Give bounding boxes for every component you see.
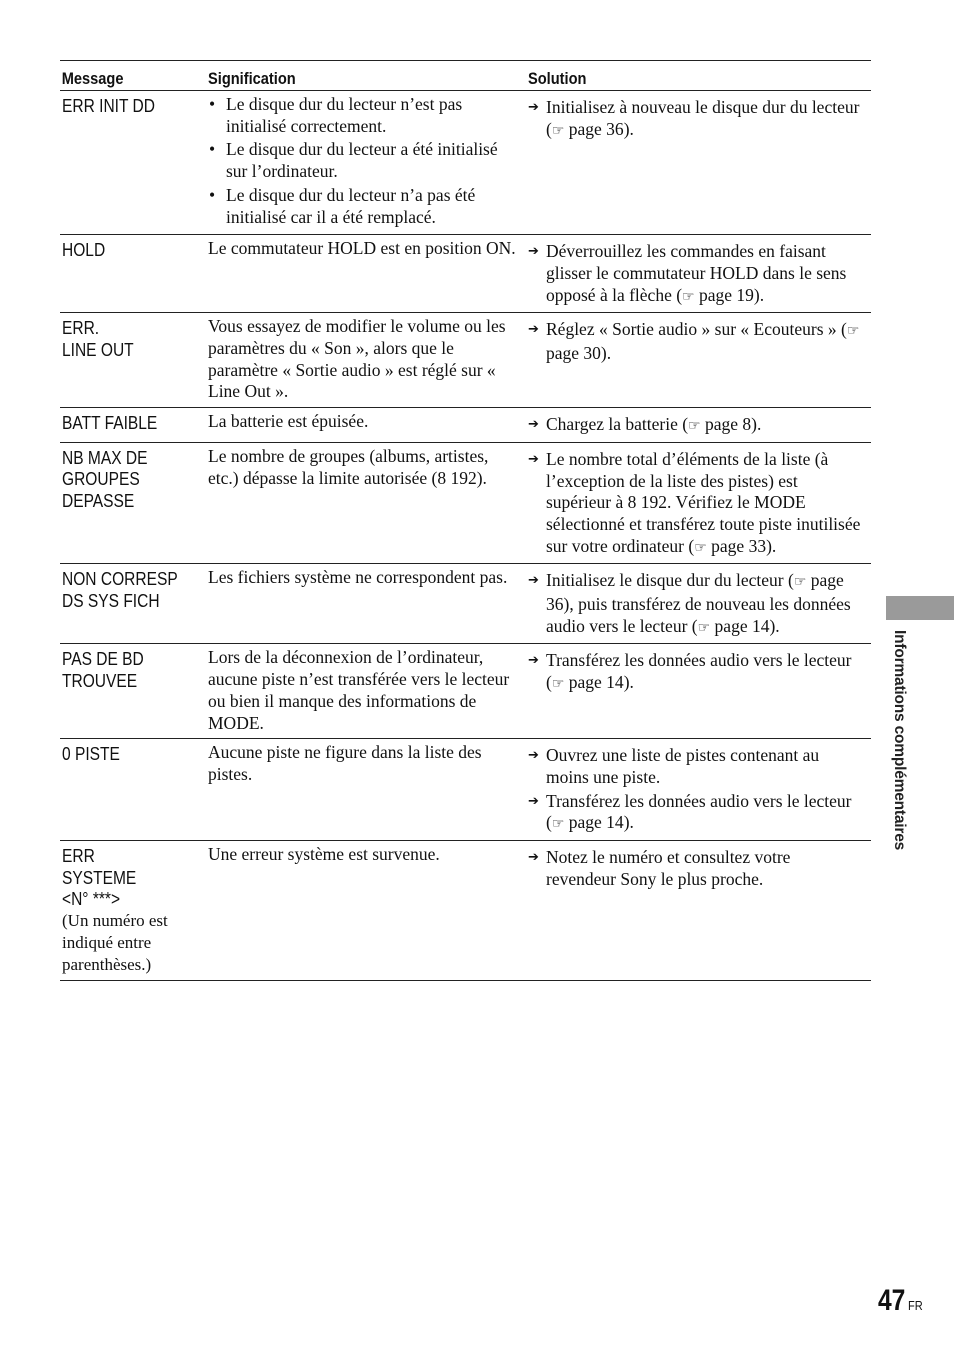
- page-reference: page 19: [698, 284, 754, 305]
- arrow-icon: ➔: [528, 322, 539, 338]
- section-tab-marker: [886, 596, 954, 620]
- error-messages-table: [60, 60, 871, 981]
- table-row: [60, 564, 871, 644]
- solution-text: Transférez les données audio vers le lecteur (: [546, 790, 852, 833]
- page-reference-icon: ☞: [551, 816, 565, 833]
- solution-text: ).: [766, 535, 777, 556]
- solution-text: ).: [753, 284, 765, 305]
- solution-cell: [528, 567, 871, 639]
- table-header: [60, 61, 871, 91]
- solution-text: Le nombre total d’éléments de la liste (à l’exception de la liste des pistes) est supérieur à 8 192. Vérifiez le MODE sélectionné et transférez toute piste inutilisée sur votre ordinateur (: [546, 448, 861, 556]
- solution-item: [528, 570, 863, 639]
- solution-cell: [528, 94, 871, 230]
- message-cell: [60, 238, 208, 308]
- solution-item: [528, 449, 863, 560]
- message-cell: [60, 94, 208, 230]
- page-reference: page 36: [568, 118, 624, 139]
- meaning-cell: [208, 94, 528, 230]
- page-reference: page 14: [714, 615, 770, 636]
- meaning-text: Le nombre de groupes (albums, artistes, etc.) dépasse la limite autorisée (8 192).: [208, 445, 489, 488]
- meaning-cell: [208, 742, 528, 836]
- page-reference: page 8: [704, 414, 752, 435]
- table-row: [60, 739, 871, 841]
- solution-text: ).: [751, 414, 762, 435]
- arrow-icon: ➔: [528, 850, 539, 866]
- arrow-icon: ➔: [528, 244, 539, 260]
- message-cell: [60, 742, 208, 836]
- meaning-text: Aucune piste ne figure dans la liste des pistes.: [208, 742, 482, 784]
- solution-text: Ouvrez une liste de pistes contenant au moins une piste.: [546, 745, 820, 787]
- page-reference: page 14: [568, 672, 624, 693]
- solution-cell: [528, 316, 871, 403]
- solution-text: Déverrouillez les commandes en faisant glisser le commutateur HOLD dans le sens opposé à la flèche (: [546, 241, 847, 305]
- meaning-item: [208, 139, 522, 182]
- bullet-icon: •: [209, 94, 216, 114]
- meaning-cell: [208, 567, 528, 639]
- page-reference-icon: ☞: [793, 574, 807, 591]
- page-reference-icon: ☞: [551, 122, 565, 139]
- page-reference-icon: ☞: [551, 676, 565, 693]
- meaning-text: Le commutateur HOLD est en position ON.: [208, 238, 516, 259]
- solution-cell: [528, 238, 871, 308]
- arrow-icon: ➔: [528, 748, 539, 764]
- message-cell: [60, 567, 208, 639]
- meaning-text: Le disque dur du lecteur a été initialisé sur l’ordinateur.: [226, 139, 498, 182]
- table-row: [60, 235, 871, 313]
- solution-item: [528, 745, 863, 788]
- bullet-icon: •: [209, 184, 216, 205]
- arrow-icon: ➔: [528, 653, 539, 669]
- page-reference: page 14: [568, 812, 624, 833]
- solution-text: Initialisez à nouveau le disque dur du lecteur (: [546, 97, 860, 139]
- solution-text: Initialisez le disque dur du lecteur (: [546, 570, 794, 591]
- solution-cell: [528, 411, 871, 438]
- meaning-cell: [208, 844, 528, 976]
- message-code: ERR INIT DD: [62, 95, 155, 116]
- message-code: NON CORRESP DS SYS FICH: [62, 568, 178, 611]
- table-row: [60, 841, 871, 981]
- message-code: NB MAX DE GROUPES DEPASSE: [62, 446, 148, 511]
- meaning-cell: [208, 411, 528, 438]
- solution-item: [528, 847, 863, 890]
- meaning-list: [208, 94, 522, 228]
- page-reference-icon: ☞: [697, 619, 711, 636]
- table-row: [60, 644, 871, 739]
- header-meaning: Signification: [208, 69, 296, 88]
- meaning-text: Les fichiers système ne correspondent pas.: [208, 567, 508, 588]
- arrow-icon: ➔: [528, 573, 539, 589]
- table-row: [60, 313, 871, 408]
- meaning-cell: [208, 446, 528, 560]
- page-reference-icon: ☞: [846, 323, 860, 340]
- solution-cell: [528, 446, 871, 560]
- table-row: [60, 443, 871, 565]
- solution-text: ).: [623, 118, 634, 139]
- message-code: 0 PISTE: [62, 743, 120, 765]
- solution-text: Réglez « Sortie audio » sur « Ecouteurs » (: [546, 319, 847, 340]
- header-solution: Solution: [528, 69, 587, 88]
- solution-text: ).: [623, 672, 634, 693]
- page-reference: page 36: [546, 570, 844, 615]
- meaning-text: Lors de la déconnexion de l’ordinateur, aucune piste n’est transférée vers le lecteur ou bien il manque des informations de MODE.: [208, 647, 510, 733]
- meaning-cell: [208, 316, 528, 403]
- message-code: BATT FAIBLE: [62, 412, 158, 434]
- arrow-icon: ➔: [528, 451, 539, 467]
- meaning-text: Vous essayez de modifier le volume ou les paramètres du « Son », alors que le paramètre « Sortie audio » est réglé sur « Line Out ».: [208, 316, 506, 402]
- message-cell: [60, 411, 208, 438]
- solution-text: Notez le numéro et consultez votre revendeur Sony le plus proche.: [546, 847, 791, 889]
- meaning-cell: [208, 647, 528, 734]
- arrow-icon: ➔: [528, 793, 539, 809]
- meaning-text: Le disque dur du lecteur n’est pas initialisé correctement.: [226, 94, 463, 136]
- message-cell: [60, 316, 208, 403]
- arrow-icon: ➔: [528, 100, 539, 115]
- solution-item: [528, 791, 863, 836]
- meaning-item: [208, 94, 522, 137]
- table-row: [60, 91, 871, 235]
- page-reference-icon: ☞: [688, 418, 701, 435]
- message-cell: [60, 446, 208, 560]
- solution-item: [528, 414, 863, 438]
- page-reference: page 30: [546, 343, 601, 364]
- page-reference-icon: ☞: [694, 539, 707, 556]
- page-reference: page 33: [711, 535, 767, 556]
- meaning-text: La batterie est épuisée.: [208, 411, 369, 432]
- solution-cell: [528, 742, 871, 836]
- message-code: PAS DE BD TROUVEE: [62, 648, 144, 691]
- page-number: [878, 1284, 925, 1318]
- table-body: [60, 91, 871, 981]
- message-code: HOLD: [62, 239, 106, 261]
- page-language: FR: [908, 1298, 923, 1313]
- header-message: Message: [61, 69, 124, 88]
- solution-text: ), puis transférez de nouveau les données audio vers le lecteur (: [546, 594, 851, 636]
- table-row: [60, 408, 871, 443]
- solution-item: [528, 97, 863, 142]
- solution-item: [528, 319, 863, 364]
- section-tab-label: Informations complémentaires: [891, 630, 908, 851]
- solution-text: ).: [623, 812, 634, 833]
- meaning-cell: [208, 238, 528, 308]
- solution-text: Chargez la batterie (: [546, 414, 689, 435]
- solution-item: [528, 241, 863, 308]
- solution-cell: [528, 844, 871, 976]
- meaning-text: Une erreur système est survenue.: [208, 844, 440, 865]
- page-number-value: 47: [878, 1284, 906, 1317]
- solution-item: [528, 650, 863, 695]
- arrow-icon: ➔: [528, 417, 539, 433]
- solution-text: ).: [769, 615, 780, 636]
- solution-text: ).: [600, 343, 612, 364]
- solution-text: Transférez les données audio vers le lecteur (: [546, 650, 852, 693]
- solution-cell: [528, 647, 871, 734]
- bullet-icon: •: [209, 139, 216, 160]
- message-note: (Un numéro est indiqué entre parenthèses.): [62, 910, 168, 974]
- message-cell: [60, 647, 208, 734]
- meaning-item: [208, 185, 522, 228]
- message-code: ERR. LINE OUT: [62, 317, 134, 360]
- message-cell: [60, 844, 208, 976]
- meaning-text: Le disque dur du lecteur n’a pas été initialisé car il a été remplacé.: [226, 184, 476, 227]
- message-code: ERR SYSTEME <N° ***>: [62, 845, 137, 910]
- page-reference-icon: ☞: [682, 288, 695, 305]
